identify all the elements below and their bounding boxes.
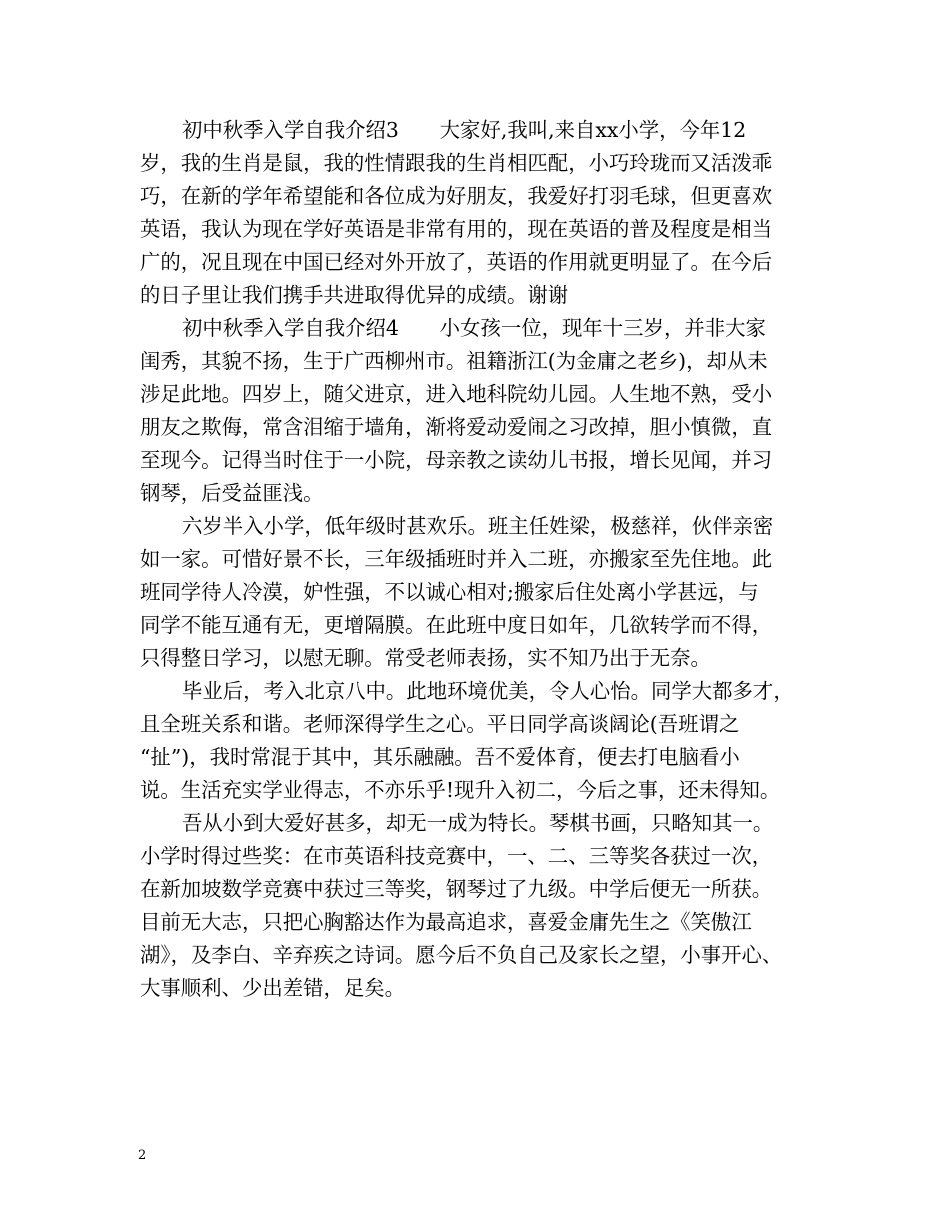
text-line: 目前无大志，只把心胸豁达作为最高追求，喜爱金庸先生之《笑傲江 [140,910,752,934]
text-line: 广的，况且现在中国已经对外开放了，英语的作用就更明显了。在今后 [140,250,773,274]
text-line: 且全班关系和谐。老师深得学生之心。平日同学高谈阔论(吾班谓之 [140,712,740,736]
text-line: 岁，我的生肖是鼠，我的性情跟我的生肖相匹配，小巧玲珑而又活泼乖 [140,151,773,175]
text-line: 只得整日学习，以慰无聊。常受老师表扬，实不知乃出于无奈。 [140,646,711,670]
text-line: 涉足此地。四岁上，随父进京，进入地科院幼儿园。人生地不熟，受小 [140,382,773,406]
text-line: 如一家。可惜好景不长，三年级插班时并入二班，亦搬家至先住地。此 [140,547,773,571]
text-line: 朋友之欺侮，常含泪缩于墙角，渐将爱动爱闹之习改掉，胆小慎微，直 [140,415,773,439]
paragraph-intro-3 [140,114,830,312]
text-line: 湖》，及李白、辛弃疾之诗词。愿今后不负自己及家长之望，小事开心、 [140,943,783,967]
document-body [140,114,830,1005]
text-line: 小学时得过些奖：在市英语科技竞赛中，一、二、三等奖各获过一次， [140,844,773,868]
paragraph-hobbies [140,807,830,1005]
text-line: 闺秀，其貌不扬，生于广西柳州市。祖籍浙江(为金庸之老乡)，却从未 [140,349,768,373]
paragraph-intro-4 [140,312,830,510]
text-line: 六岁半入小学，低年级时甚欢乐。班主任姓梁，极慈祥，伙伴亲密 [182,514,774,538]
text-line: 钢琴，后受益匪浅。 [140,481,324,505]
text-line: 的日子里让我们携手共进取得优异的成绩。谢谢 [140,283,569,307]
text-line: 吾从小到大爱好甚多，却无一成为特长。琴棋书画，只略知其一。 [182,811,774,835]
text-line: 至现今。记得当时住于一小院，母亲教之读幼儿书报，增长见闻，并习 [140,448,773,472]
text-line: “扯”)，我时常混于其中，其乐融融。吾不爱体育，便去打电脑看小 [140,745,740,769]
text-line: 同学不能互通有无，更增隔膜。在此班中度日如年，几欲转学而不得， [140,613,773,637]
paragraph-primary-school [140,510,830,675]
text-line: 说。生活充实学业得志，不亦乐乎!现升入初二，今后之事，还未得知。 [140,778,781,802]
text-line: 大事顺利、少出差错，足矣。 [140,976,406,1000]
page-number: 2 [138,1148,147,1163]
text-line: 毕业后，考入北京八中。此地环境优美，令人心怡。同学大都多才， [182,679,794,703]
text-line: 在新加坡数学竞赛中获过三等奖，钢琴过了九级。中学后便无一所获。 [140,877,773,901]
text-line: 初中秋季入学自我介绍4 小女孩一位，现年十三岁，并非大家 [182,316,766,340]
text-line: 巧，在新的学年希望能和各位成为好朋友，我爱好打羽毛球，但更喜欢 [140,184,773,208]
paragraph-middle-school [140,675,830,807]
text-line: 班同学待人冷漠，妒性强，不以诚心相对;搬家后住处离小学甚远，与 [140,580,759,604]
text-line: 初中秋季入学自我介绍3 大家好,我叫,来自xx小学，今年12 [182,118,747,142]
text-line: 英语，我认为现在学好英语是非常有用的，现在英语的普及程度是相当 [140,217,773,241]
